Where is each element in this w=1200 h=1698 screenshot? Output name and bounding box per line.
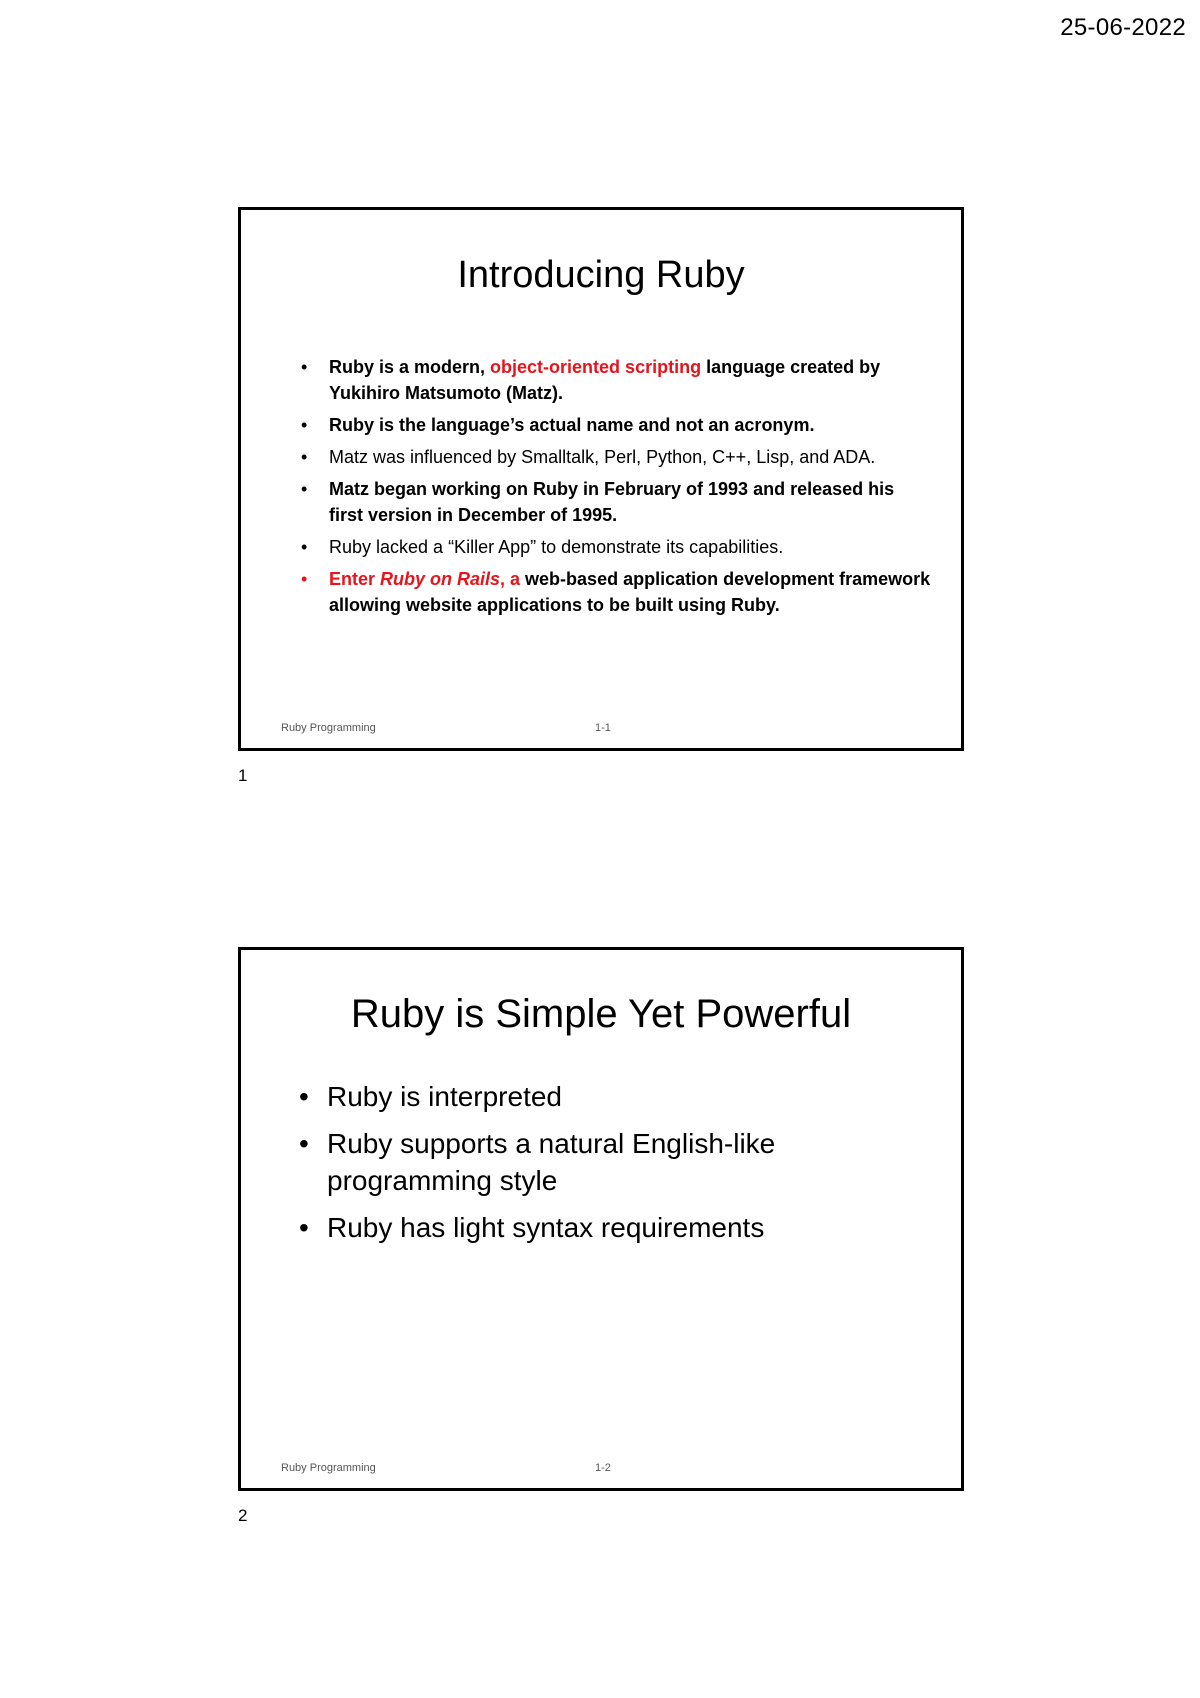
slide-footer-course: Ruby Programming [281,722,376,734]
bullet-icon: • [299,1081,309,1112]
bullet-text: Ruby is a modern, [329,357,491,377]
slide-number: 1 [238,766,248,785]
bullet-text: Ruby lacked a “Killer App” to demonstrate its capabilities. [329,537,784,557]
bullet-item [297,534,933,560]
bullet-icon: • [299,1128,309,1159]
bullet-text: , a [500,569,526,589]
slide-number: 2 [238,1506,248,1525]
bullet-list [295,1078,933,1256]
bullet-text: Matz began working on Ruby in February of 1993 and released his first version in December of 1995. [329,479,895,525]
bullet-text: Ruby has light syntax requirements [327,1212,765,1243]
bullet-icon: • [301,537,308,557]
bullet-icon: • [301,357,308,377]
slide-2 [238,947,964,1491]
slide-footer-page: 1-1 [595,722,611,734]
bullet-text: Enter [329,569,381,589]
bullet-icon: • [299,1212,309,1243]
bullet-text: object-oriented scripting [490,357,702,377]
bullet-icon: • [301,569,308,589]
slide-title: Introducing Ruby [457,254,745,296]
slide-footer-course: Ruby Programming [281,1462,376,1474]
bullet-icon: • [301,447,308,467]
bullet-icon: • [301,479,308,499]
bullet-text: Ruby is the language’s actual name and not an acronym. [329,415,815,435]
bullet-text: Ruby on Rails [380,569,501,589]
bullet-item [297,444,933,470]
bullet-list [297,354,933,624]
bullet-text: Ruby supports a natural English-like programming style [327,1128,776,1196]
bullet-text: language created by Yukihiro Matsumoto (Matz). [329,357,881,403]
bullet-item [295,1125,933,1199]
bullet-item [297,476,933,528]
bullet-item [295,1078,933,1115]
bullet-icon: • [301,415,308,435]
bullet-item [295,1209,933,1246]
page-date: 25-06-2022 [1060,14,1186,41]
slide-title: Ruby is Simple Yet Powerful [350,992,852,1036]
bullet-text: Matz was influenced by Smalltalk, Perl, Python, C++, Lisp, and ADA. [329,447,876,467]
bullet-text: web-based application development framework allowing website applications to be built using Ruby. [329,569,931,615]
bullet-item [297,354,933,406]
slide-1 [238,207,964,751]
bullet-item [297,566,933,618]
slide-footer-page: 1-2 [595,1462,611,1474]
bullet-item [297,412,933,438]
bullet-text: Ruby is interpreted [327,1081,563,1112]
